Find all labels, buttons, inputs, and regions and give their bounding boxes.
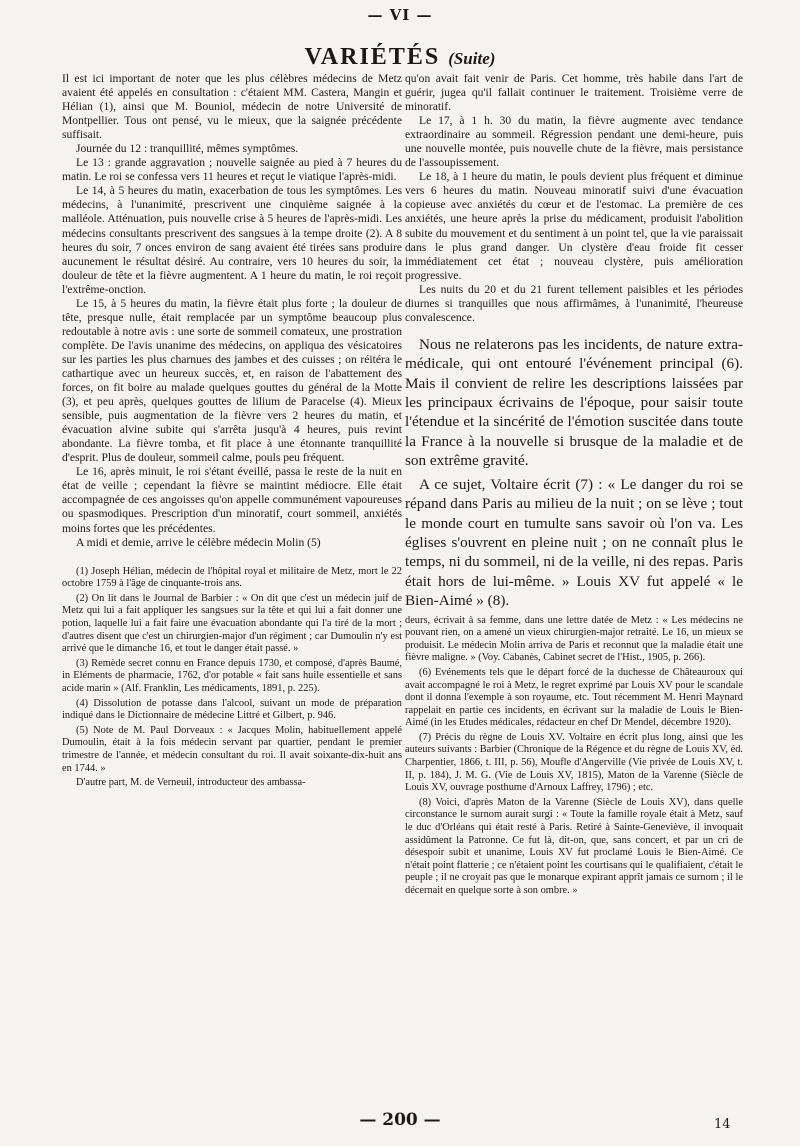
footnotes-left (62, 566, 402, 790)
page-number-roman: — VI — (367, 6, 433, 24)
page-number: — 200 — (359, 1110, 441, 1130)
right-column (405, 72, 743, 900)
body-paragraph: Le 18, à 1 heure du matin, le pouls devient plus fréquent et diminue vers 6 heures du matin. Nouveau minoratif suivi d'une évacuation copieuse avec anxiétés du cœur et de l'estomac. La première de ces anxiétés, une heure après la prise du médicament, produisit l'abolition subite du mouvement et du sentiment à un point tel, que la vie paraissait dans le plus grand danger. Un clystère d'eau froide fit cesser immédiatement cet état ; nouveau clystère, puis amélioration progressive. (405, 170, 743, 282)
footnote: (5) Note de M. Paul Dorveaux : « Jacques Molin, habituellement appelé Dumoulin, était à la fois médecin servant par quartier, pendant le premier trimestre de l'année, et médecin consultant du roi. Il avait soixante-dix-huit ans en 1744. » (62, 724, 402, 774)
large-print-section (405, 335, 743, 611)
body-paragraph: Le 14, à 5 heures du matin, exacerbation de tous les symptômes. Les médecins, à l'unanimité, prescrivent une cinquième saignée à la malléole. Atténuation, puis nouvelle crise à 5 heures de l'après-midi. Les médecins consultants prescrivent des sangsues à la tempe droite (2). A 8 heures du soir, 7 onces environ de sang avaient été tirées sans produire aucunement le résultat désiré. Au contraire, vers 10 heures du soir, la douleur de tête et la fièvre augmentent. A 1 heure du matin, le roi reçoit l'extrême-onction. (62, 184, 402, 296)
footnote-continuation: D'autre part, M. de Verneuil, introducteur des ambassa- (76, 777, 306, 789)
body-paragraph: Le 15, à 5 heures du matin, la fièvre était plus forte ; la douleur de tête, presque nulle, était remplacée par un symptôme beaucoup plus redoutable à notre avis : une sorte de sommeil comateux, une prostration complète. De l'avis unanime des médecins, on appliqua des vésicatoires sur les parties les plus charnues des jambes et des cuisses ; on réitéra le cathartique avec un heureux succès, et, en raison de l'abattement des forces, on fit boire au malade quelques gouttes du général de la Motte (3), et peu après, quelques gouttes de lilium de Paracelse (4). Mieux sensible, puis augmentation de la fièvre vers 2 heures du matin, et évacuation alvine subite qui s'arrêta jusqu'à 4 heures, puis revint abondante. La fièvre tomba, et fit place à une étonnante tranquillité d'esprit. Plus de douleur, sommeil calme, pouls peu fréquent. (62, 296, 402, 465)
title-main: VARIÉTÉS (304, 44, 441, 70)
body-paragraph: A midi et demie, arrive le célèbre médecin Molin (5) (76, 535, 321, 549)
footnote: (4) Dissolution de potasse dans l'alcool, suivant un mode de préparation indiqué dans le Dictionnaire de médecine Littré et Gilbert, p. 946. (62, 697, 402, 722)
body-paragraph: Le 16, après minuit, le roi s'étant éveillé, passa le reste de la nuit en état de veille ; cependant la fièvre se maintint médiocre. Elle était accompagnée de ces angoisses qu'on appelle communément vapoureuses ou spasmodiques. Prescription d'un minoratif, court sommeil, anxiétés moins fortes que les précédentes. (62, 465, 402, 535)
footnote: (6) Evénements tels que le départ forcé de la duchesse de Châteauroux qui avait accompagné le roi à Metz, le regret exprimé par Louis XV pour le scandale dont il donna l'exemple à son royaume, etc. Tout récemment M. Henri Maynard rappelait en partie ces incidents, en écrivant sur la maladie de Louis le Bien-Aimé (in les Etudes médicales, rédacteur en chef Dr Mendel, décembre 1920). (405, 666, 743, 729)
footnote: (1) Joseph Hélian, médecin de l'hôpital royal et militaire de Metz, mort le 22 octobre 1759 à l'âge de cinquante-trois ans. (62, 565, 402, 590)
footnote-continuation: deurs, écrivait à sa femme, dans une lettre datée de Metz : « Les médecins ne pouvant rien, on a amené un vieux chirurgien-major retraité. Le 16, un mieux se produisit. Le médecin Molin arriva de Paris et reconnut que la maladie était une fièvre maligne. » (Voy. Cabanès, Cabinet secret de l'Hist., 1905, p. 266). (405, 614, 743, 664)
body-paragraph: Il est ici important de noter que les plus célèbres médecins de Metz avaient été appelés en consultation : c'étaient MM. Castera, Mangin et Hélian (1), ainsi que M. Bouniol, médecin de notre Université de Montpellier. Tous ont pensé, vu le mieux, que la saignée précédente suffisait. (62, 72, 402, 142)
footnote: (2) On lit dans le Journal de Barbier : « On dit que c'est un médecin juif de Metz qui lui a fait appliquer les sangsues sur la tête et qui lui a fait donner une potion, laquelle lui a fait faire une évacuation abondante qui l'a tiré de la mort ; d'autres disent que c'est un chirurgien-major d'un régiment ; car Dumoulin n'y est arrivé que le dimanche 16, et tout le danger était passé. » (62, 592, 402, 655)
page-title (0, 44, 800, 71)
body-paragraph: Les nuits du 20 et du 21 furent tellement paisibles et les périodes diurnes si tranquilles que nous affirmâmes, à l'unanimité, l'heureuse convalescence. (405, 282, 743, 324)
large-paragraph: A ce sujet, Voltaire écrit (7) : « Le danger du roi se répand dans Paris au milieu de la nuit ; on se lève ; tout le monde court en tumulte sans savoir où l'on va. Les églises s'ouvrent en pleine nuit ; on ne connaît plus le temps, ni du sommeil, ni de la veille, ni des repas. Paris était hors de lui-même. » Louis XV fut appelé « le Bien-Aimé » (8). (405, 475, 743, 610)
footnote: (3) Remède secret connu en France depuis 1730, et composé, d'après Baumé, in Eléments de pharmacie, 1762, d'or potable « fait sans huile essentielle et sans acide marin » (Alf. Franklin, Les médicaments, 1891, p. 225). (62, 657, 402, 694)
corner-mark: 14 (714, 1117, 731, 1132)
footnote: (8) Voici, d'après Maton de la Varenne (Siècle de Louis XV), dans quelle circonstance le surnom aurait surgi : « Toute la famille royale était à Metz, sauf le duc d'Orléans qui était resté à Paris. Retiré à Sainte-Geneviève, il invoquait assidûment la Patronne. Ce fut là, dit-on, que, sans concert, et par un cri de désespoir subit et unanime, Louis XV fut proclamé Louis le Bien-Aimé. Ce n'était point flatterie ; ce n'étaient point les courtisans qui le qualifiaient, c'était le peuple ; il ne croyait pas que le monarque expirant apprît jamais ce surnom ; il le décernait en quelque sorte à son ombre. » (405, 796, 743, 896)
left-column (62, 72, 402, 792)
body-paragraph: Journée du 12 : tranquillité, mêmes symptômes. (76, 142, 299, 156)
footnote: (7) Précis du règne de Louis XV. Voltaire en écrit plus long, ainsi que les auteurs suivants : Barbier (Chronique de la Régence et du règne de Louis XV, éd. Charpentier, 1866, t. III, p. 56), Moufle d'Angerville (Vie privée de Louis XV, t. II, p. 184), J. M. G. (Vie de Louis XV, 1815), Maton de la Varenne (Siècle de Louis XV, ouvrage posthume d'Arnoux Laffrey, 1796) ; etc. (405, 731, 743, 794)
large-paragraph: Nous ne relaterons pas les incidents, de nature extra-médicale, qui ont entouré l'événement principal (6). Mais il convient de relire les descriptions laissées par les principaux écrivains de l'époque, pour saisir toute l'étendue et la sincérité de l'émotion suscitée dans toute la France à la nouvelle si brusque de la maladie et de son extrême gravité. (405, 335, 743, 470)
body-paragraph: Le 17, à 1 h. 30 du matin, la fièvre augmente avec tendance extraordinaire au sommeil. Régression pendant une demi-heure, puis une nouvelle montée, puis nouvelle chute de la fièvre, mais persistance de l'assoupissement. (405, 114, 743, 170)
footnotes-right (405, 615, 743, 898)
body-paragraph: qu'on avait fait venir de Paris. Cet homme, très habile dans l'art de guérir, jugea qu'il fallait continuer le traitement. Troisième verre de minoratif. (405, 72, 743, 114)
body-paragraph: Le 13 : grande aggravation ; nouvelle saignée au pied à 7 heures du matin. Le roi se confessa vers 11 heures et reçut le viatique l'après-midi. (62, 156, 402, 184)
title-suffix: (Suite) (448, 49, 496, 68)
